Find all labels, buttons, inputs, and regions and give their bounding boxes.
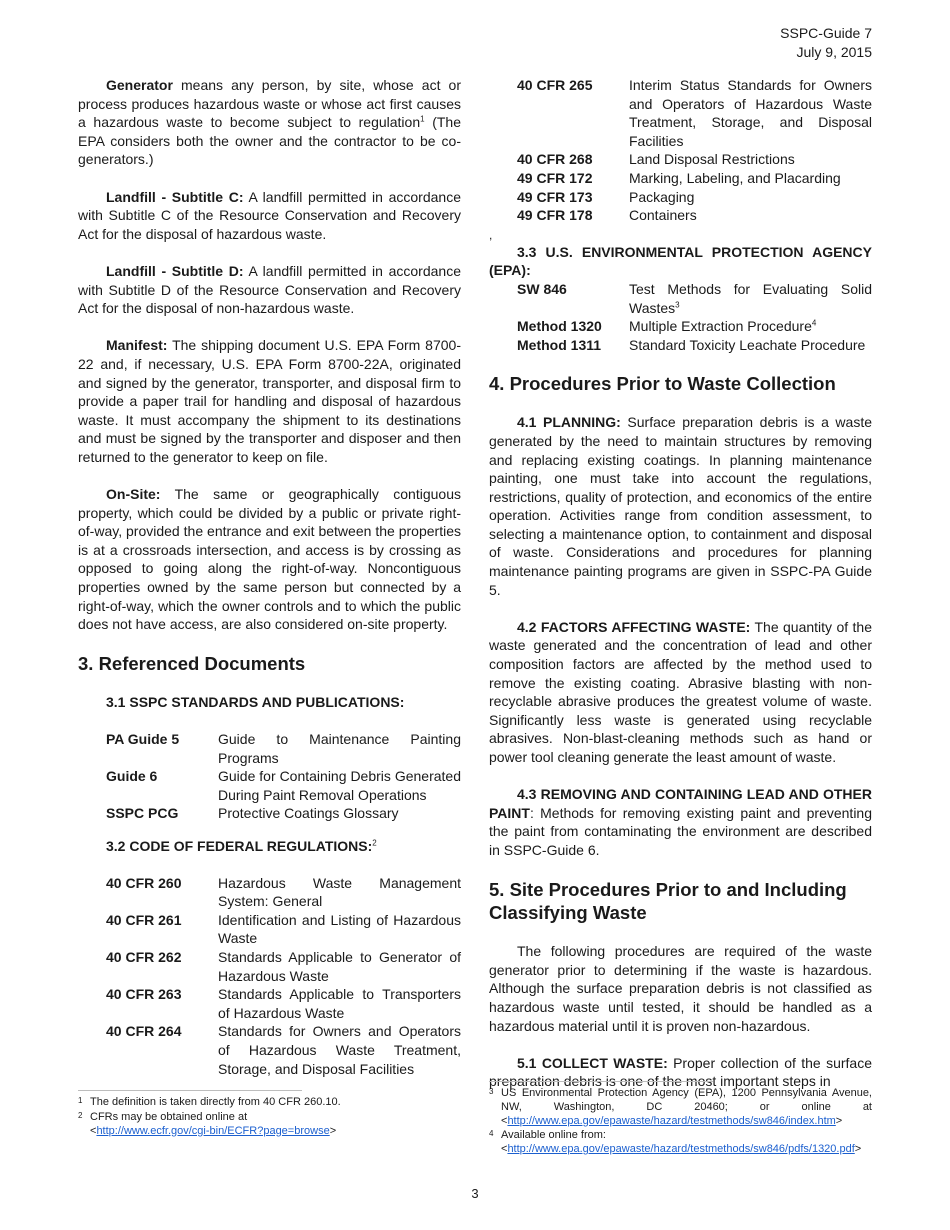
ref-code: 49 CFR 172 bbox=[517, 169, 593, 186]
definition-landfill-c bbox=[78, 188, 461, 244]
table-row bbox=[489, 206, 872, 225]
ref-code: 40 CFR 263 bbox=[106, 986, 182, 1003]
footnote-text: Available online from: bbox=[501, 1129, 606, 1142]
ref-desc-text: Multiple Extraction Procedure bbox=[629, 318, 812, 335]
section-3-2-label: 3.2 CODE OF FEDERAL REGULATIONS: bbox=[106, 837, 373, 854]
definition-term: Landfill - Subtitle C: bbox=[106, 188, 244, 205]
section-5-heading: 5. Site Procedures Prior to and Including Classifying Waste bbox=[489, 879, 847, 924]
footnote-number: 1 bbox=[78, 1096, 83, 1105]
table-row bbox=[78, 730, 461, 767]
section-3-heading: 3. Referenced Documents bbox=[78, 653, 306, 675]
paragraph-text: Proper collection of the surface preparation debris is one of the most important steps in bbox=[489, 1054, 872, 1090]
ref-code: 40 CFR 268 bbox=[517, 151, 593, 168]
paragraph-lead: 4.3 REMOVING AND CONTAINING LEAD AND OTHER PAINT bbox=[489, 786, 872, 821]
ref-code: Method 1320 bbox=[517, 318, 602, 335]
table-row bbox=[489, 188, 872, 207]
paragraph-4-2 bbox=[489, 618, 872, 767]
ref-code: 49 CFR 178 bbox=[517, 207, 593, 224]
footnote-3: 3 US Environmental Protection Agency (EPA), 1200 Pennsylvania Avenue, NW, Washington, DC 20460; or online at <http://www.epa.gov/epawaste/hazard/testmethods/sw846/index.htm> bbox=[489, 1087, 872, 1127]
footnote-link[interactable]: http://www.epa.gov/epawaste/hazard/testmethods/sw846/index.htm bbox=[507, 1114, 836, 1127]
footnote-divider bbox=[78, 1090, 302, 1091]
ref-desc: Marking, Labeling, and Placarding bbox=[629, 169, 841, 186]
table-row bbox=[78, 804, 461, 823]
ref-desc: Standards for Owners and Operators of Hazardous Waste Treatment, Storage, and Disposal Facilities bbox=[218, 1023, 461, 1077]
ref-desc bbox=[629, 280, 872, 317]
footnote-2: 2 CFRs may be obtained online at <http://www.ecfr.gov/cgi-bin/ECFR?page=browse> bbox=[78, 1110, 337, 1137]
ref-desc-text: Test Methods for Evaluating Solid Wastes bbox=[629, 280, 872, 316]
definition-text: The same or geographically contiguous property, which could be divided by a public or private right-of-way, provided the entrance and exit between the properties is at a crossroads intersection, and access is by crossing as opposed to going along the right-of-way. Noncontiguous properties owned by the same person but connected by a right-of-way, which the owner controls and to which the public does not have access, are also considered on-site property. bbox=[78, 486, 461, 633]
section-4-heading: 4. Procedures Prior to Waste Collection bbox=[489, 373, 836, 395]
footnote-divider bbox=[489, 1081, 713, 1082]
stray-comma: , bbox=[489, 227, 493, 242]
table-row bbox=[489, 169, 872, 188]
ref-desc: Land Disposal Restrictions bbox=[629, 151, 795, 168]
definition-term: On-Site: bbox=[106, 486, 161, 503]
cfr-table bbox=[78, 874, 461, 1079]
paragraph-4-3 bbox=[489, 785, 872, 859]
paragraph-lead: 4.1 PLANNING: bbox=[517, 414, 621, 431]
table-row bbox=[489, 150, 872, 169]
definition-text: A landfill permitted in accordance with Subtitle D of the Resource Conservation and Recovery Act for the disposal of non-hazardous waste. bbox=[78, 262, 461, 317]
footnote-link[interactable]: http://www.epa.gov/epawaste/hazard/testmethods/sw846/pdfs/1320.pdf bbox=[507, 1143, 855, 1156]
definition-manifest bbox=[78, 336, 461, 466]
doc-id: SSPC-Guide 7 bbox=[780, 25, 872, 41]
ref-desc bbox=[629, 317, 872, 336]
ref-code: 40 CFR 260 bbox=[106, 874, 182, 891]
definition-term: Landfill - Subtitle D: bbox=[106, 262, 244, 279]
table-row bbox=[489, 76, 872, 150]
page-number: 3 bbox=[471, 1186, 479, 1201]
definition-generator bbox=[78, 76, 461, 169]
definition-text: means any person, by site, whose act or process produces hazardous waste or whose act first causes a hazardous waste to become subject to regulation bbox=[78, 77, 461, 131]
table-row bbox=[489, 280, 872, 317]
section-3-3-title: 3.3 U.S. ENVIRONMENTAL PROTECTION AGENCY (EPA): bbox=[489, 243, 872, 279]
definition-landfill-d bbox=[78, 262, 461, 318]
table-row bbox=[489, 317, 872, 336]
ref-desc: Containers bbox=[629, 207, 697, 224]
footnote-text: The definition is taken directly from 40 CFR 260.10. bbox=[90, 1096, 341, 1108]
epa-table bbox=[489, 280, 872, 354]
section-3-2-title bbox=[78, 837, 461, 856]
footnote-number: 2 bbox=[78, 1110, 83, 1120]
footnote-text: US Environmental Protection Agency (EPA), 1200 Pennsylvania Avenue, NW, Washington, DC 20460; or online at bbox=[501, 1087, 872, 1113]
ref-desc: Protective Coatings Glossary bbox=[218, 805, 399, 822]
footnote-4: 4 Available online from: <http://www.epa.gov/epawaste/hazard/testmethods/sw846/pdfs/1320.pdf> bbox=[489, 1129, 862, 1156]
footnotes-left bbox=[78, 1090, 461, 1138]
footnote-ref: 2 bbox=[372, 838, 377, 848]
left-column bbox=[78, 76, 461, 1092]
paragraph-lead: 5.1 COLLECT WASTE: bbox=[517, 1054, 668, 1071]
definition-term: Generator bbox=[106, 77, 173, 93]
ref-code: 40 CFR 262 bbox=[106, 948, 182, 965]
definition-term: Manifest: bbox=[106, 337, 168, 354]
definition-on-site bbox=[78, 485, 461, 634]
paragraph-lead: 4.2 FACTORS AFFECTING WASTE: bbox=[517, 618, 751, 635]
table-row bbox=[78, 874, 461, 911]
footnotes-right bbox=[489, 1081, 872, 1157]
table-row bbox=[78, 767, 461, 804]
ref-desc: Standards Applicable to Generator of Hazardous Waste bbox=[218, 948, 461, 984]
table-row bbox=[78, 911, 461, 948]
ref-code: Method 1311 bbox=[517, 336, 602, 353]
ref-code: SSPC PCG bbox=[106, 805, 179, 822]
footnote-number: 3 bbox=[489, 1087, 494, 1096]
footnote-text: CFRs may be obtained online at bbox=[90, 1110, 248, 1123]
ref-code: SW 846 bbox=[517, 280, 567, 297]
ref-code: 40 CFR 261 bbox=[106, 911, 182, 928]
ref-code: 49 CFR 173 bbox=[517, 188, 593, 205]
ref-code: Guide 6 bbox=[106, 768, 158, 785]
paragraph-text: Surface preparation debris is a waste generated by the need to maintain structures by removing and replacing existing coatings. In planning maintenance painting, one must take into account the regulations, restrictions, quality of protection, and economics of the entire operation. Activities range from condition assessment, to selecting a maintenance option, to containment and disposal of waste. Considerations and procedures for planning maintenance painting programs are given in SSPC-PA Guide 5. bbox=[489, 414, 873, 598]
ref-desc: Guide for Containing Debris Generated During Paint Removal Operations bbox=[218, 768, 461, 803]
ref-desc: Hazardous Waste Management System: General bbox=[218, 874, 461, 910]
footnote-ref: 3 bbox=[675, 299, 680, 309]
section-3-1-title: 3.1 SSPC STANDARDS AND PUBLICATIONS: bbox=[106, 694, 405, 711]
ref-code: 40 CFR 265 bbox=[517, 77, 593, 93]
definition-text: A landfill permitted in accordance with Subtitle C of the Resource Conservation and Recovery Act for the disposal of hazardous waste. bbox=[78, 188, 461, 242]
paragraph-5-intro: The following procedures are required of the waste generator prior to determining if the waste is hazardous. Although the surface preparation debris is not classified as hazardous waste until tested, it should be handled as a hazardous material until it is proven non-hazardous. bbox=[489, 943, 872, 1034]
ref-code: 40 CFR 264 bbox=[106, 1023, 182, 1040]
ref-desc: Standard Toxicity Leachate Procedure bbox=[629, 336, 866, 353]
ref-desc: Interim Status Standards for Owners and Operators of Hazardous Waste Treatment, Storage, and Disposal Facilities bbox=[629, 77, 872, 149]
paragraph-4-1 bbox=[489, 413, 872, 599]
table-row bbox=[78, 1022, 461, 1078]
table-row bbox=[78, 948, 461, 985]
cfr-table-continued bbox=[489, 76, 872, 225]
ref-code: PA Guide 5 bbox=[106, 731, 180, 747]
definition-text: The shipping document U.S. EPA Form 8700-22 and, if necessary, U.S. EPA Form 8700-22A, originated and signed by the generator, transporter, and disposal firm to provide a paper trail for handling and disposal of hazardous waste. It must accompany the shipment to its destinations and must be signed by the transporter and disposer and then returned to the generator to keep on file. bbox=[78, 337, 461, 465]
doc-date: July 9, 2015 bbox=[796, 44, 872, 60]
footnote-number: 4 bbox=[489, 1129, 494, 1139]
footnote-link[interactable]: http://www.ecfr.gov/cgi-bin/ECFR?page=browse bbox=[96, 1124, 330, 1137]
ref-desc: Identification and Listing of Hazardous Waste bbox=[218, 911, 461, 947]
ref-desc: Packaging bbox=[629, 188, 695, 205]
right-column bbox=[489, 76, 872, 1110]
definition-text-tail: (The EPA considers both the owner and the contractor to be co-generators.) bbox=[78, 114, 461, 168]
sspc-standards-table bbox=[78, 730, 461, 823]
paragraph-text: : Methods for removing existing paint and preventing the paint from contaminating the environment are described in SSPC-Guide 6. bbox=[489, 804, 872, 858]
table-row bbox=[489, 336, 872, 355]
table-row bbox=[78, 985, 461, 1022]
footnote-1 bbox=[78, 1096, 461, 1110]
ref-desc: Standards Applicable to Transporters of Hazardous Waste bbox=[218, 986, 461, 1021]
paragraph-text: The quantity of the waste generated and the concentration of lead and other composition factors are affected by the method used to remove the existing coating. Abrasive blasting with non-recyclable abrasive produces the greatest volume of waste. Significantly less waste is generated using recyclable abrasives. Non-blast-cleaning methods such as hand or power tool cleaning generate the least amount of waste. bbox=[489, 618, 872, 765]
footnote-ref: 1 bbox=[420, 114, 425, 124]
page-header bbox=[780, 24, 872, 62]
ref-desc: Guide to Maintenance Painting Programs bbox=[218, 731, 461, 766]
footnote-ref: 4 bbox=[811, 318, 817, 328]
